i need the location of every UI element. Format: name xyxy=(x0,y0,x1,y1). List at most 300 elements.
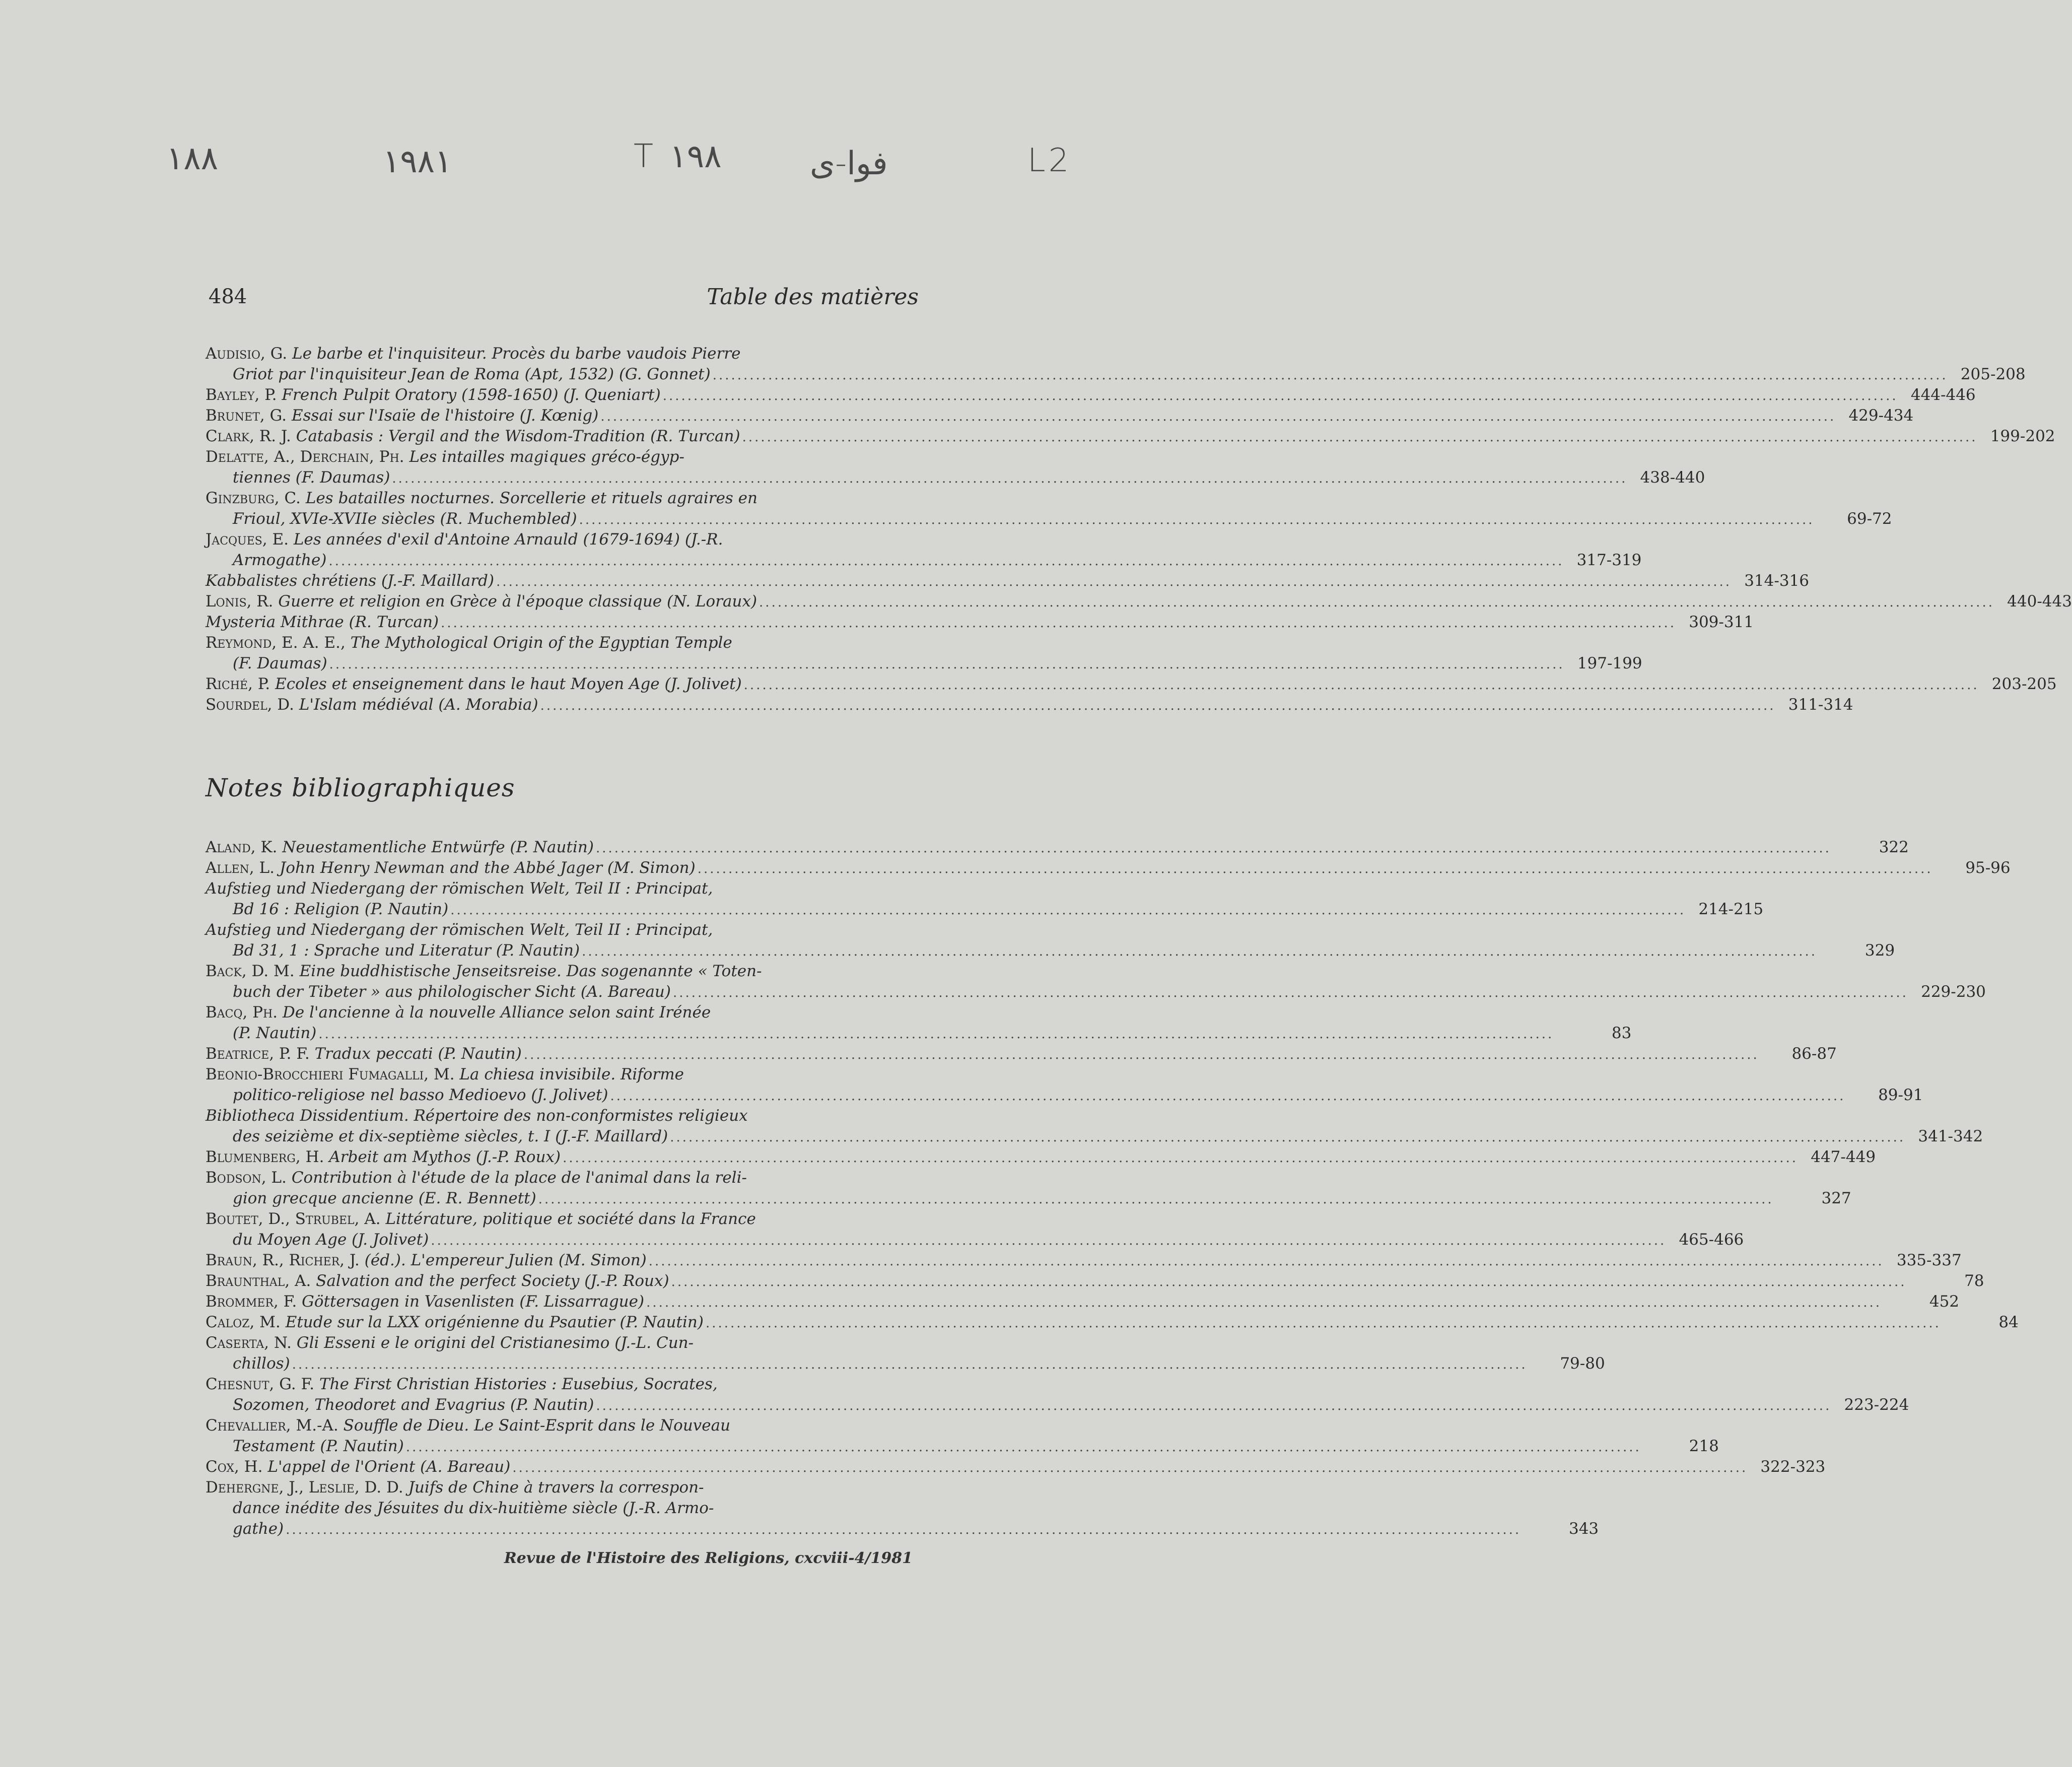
dot-leader: ........................................................................................................................................................................................................ xyxy=(405,1440,1641,1455)
entry-title: Frioul, XVIe-XVIIe siècles (R. Muchembled) xyxy=(233,510,577,528)
toc-entry xyxy=(205,1209,1744,1250)
entry-title: Guerre et religion en Grèce à l'époque classique (N. Loraux) xyxy=(278,592,757,610)
entry-line xyxy=(205,344,918,364)
entry-title: gion grecque ancienne (E. R. Bennett) xyxy=(233,1189,536,1207)
entry-text xyxy=(205,674,742,695)
entry-line xyxy=(205,1188,1851,1209)
entry-text xyxy=(205,1002,711,1023)
entry-title: Tradux peccati (P. Nautin) xyxy=(314,1045,522,1063)
entry-line xyxy=(205,1271,1984,1292)
entry-line xyxy=(205,837,1909,858)
dot-leader: ........................................................................................................................................................................................................ xyxy=(286,1522,1522,1537)
entry-line xyxy=(205,405,1914,426)
entry-text xyxy=(205,1271,669,1292)
entry-title: Catabasis : Vergil and the Wisdom-Tradition (R. Turcan) xyxy=(296,427,740,445)
entry-pages: 335-337 xyxy=(1896,1251,1962,1269)
page-number: 484 xyxy=(209,285,247,308)
entry-author: Allen, L. xyxy=(205,859,275,877)
entry-text xyxy=(233,364,711,385)
entry-author: Brommer, F. xyxy=(205,1293,297,1311)
entry-author: Blumenberg, H. xyxy=(205,1148,324,1166)
entry-author: Dehergne, J., Leslie, D. D. xyxy=(205,1478,403,1497)
toc-entry xyxy=(205,405,1914,426)
entry-author: Lonis, R. xyxy=(205,592,273,610)
dot-leader: ........................................................................................................................................................................................................ xyxy=(759,595,1994,610)
entry-author: Bacq, Ph. xyxy=(205,1003,278,1022)
entry-text xyxy=(233,1230,429,1250)
entry-text xyxy=(205,920,713,940)
entry-line xyxy=(205,1147,1876,1168)
entry-line xyxy=(205,1230,1744,1250)
dot-leader: ........................................................................................................................................................................................................ xyxy=(563,1150,1799,1166)
entry-text xyxy=(205,858,696,878)
entry-author: Audisio, G. xyxy=(205,345,288,363)
dot-leader: ........................................................................................................................................................................................................ xyxy=(318,1027,1554,1042)
entry-title: Bibliotheca Dissidentium. Répertoire des non-conformistes religieux xyxy=(205,1107,748,1125)
entry-text xyxy=(233,550,326,571)
dot-leader: ........................................................................................................................................................................................................ xyxy=(646,1295,1882,1310)
dot-leader: ........................................................................................................................................................................................................ xyxy=(600,409,1836,424)
toc-entry xyxy=(205,529,1642,571)
entry-line xyxy=(205,961,918,982)
toc-entry xyxy=(205,695,1853,715)
entry-author: Caloz, M. xyxy=(205,1313,281,1331)
entry-title: Contribution à l'étude de la place de l'animal dans la reli- xyxy=(291,1169,747,1187)
dot-leader: ........................................................................................................................................................................................................ xyxy=(450,903,1686,918)
entry-pages: 322-323 xyxy=(1760,1458,1826,1476)
entry-text xyxy=(233,1436,404,1457)
entry-pages: 69-72 xyxy=(1847,510,1892,528)
entry-author: Jacques, E. xyxy=(205,530,289,549)
entry-pages: 223-224 xyxy=(1844,1396,1909,1414)
dot-leader: ........................................................................................................................................................................................................ xyxy=(712,368,1948,383)
entry-author: Cox, H. xyxy=(205,1458,263,1476)
dot-leader: ........................................................................................................................................................................................................ xyxy=(672,985,1908,1000)
dot-leader: ........................................................................................................................................................................................................ xyxy=(596,1398,1832,1413)
toc-entry xyxy=(205,961,1986,1002)
entry-pages: 429-434 xyxy=(1848,406,1914,425)
entry-title: Juifs de Chine à travers la correspon- xyxy=(408,1478,704,1497)
dot-leader: ........................................................................................................................................................................................................ xyxy=(292,1357,1528,1372)
entry-line xyxy=(205,612,1754,633)
entry-line xyxy=(205,1002,918,1023)
entry-title: The Mythological Origin of the Egyptian Temple xyxy=(350,634,732,652)
toc-entry xyxy=(205,1415,1719,1457)
entry-line xyxy=(205,447,918,467)
toc-entry xyxy=(205,1457,1826,1477)
entry-title: Etude sur la LXX origénienne du Psautier (P. Nautin) xyxy=(285,1313,704,1331)
toc-entry xyxy=(205,1292,1960,1312)
entry-author: Bayley, P. xyxy=(205,386,277,404)
entry-title: Kabbalistes chrétiens (J.-F. Maillard) xyxy=(205,572,495,590)
entry-text xyxy=(205,961,762,982)
entry-author: Brunet, G. xyxy=(205,406,287,425)
entry-title: Bd 31, 1 : Sprache und Literatur (P. Nautin) xyxy=(233,941,580,960)
entry-text xyxy=(205,1374,718,1395)
dot-leader: ........................................................................................................................................................................................................ xyxy=(697,861,1933,876)
entry-pages: 341-342 xyxy=(1918,1127,1983,1145)
dot-leader: ........................................................................................................................................................................................................ xyxy=(705,1316,1941,1331)
entry-line xyxy=(205,529,918,550)
entry-title: Eine buddhistische Jenseitsreise. Das sogenannte « Toten- xyxy=(299,962,762,980)
dot-leader: ........................................................................................................................................................................................................ xyxy=(441,616,1677,631)
toc-entry xyxy=(205,1333,1605,1374)
handwritten-mark: ١٩٨١ xyxy=(383,143,452,180)
page-header xyxy=(209,282,919,317)
handwritten-mark: فوا-ی xyxy=(810,145,888,182)
entry-text xyxy=(205,1147,561,1168)
entry-title: Göttersagen in Vasenlisten (F. Lissarrague) xyxy=(302,1293,645,1311)
dot-leader: ........................................................................................................................................................................................................ xyxy=(329,657,1565,672)
entry-pages: 465-466 xyxy=(1679,1231,1744,1249)
entry-author: Braun, R., Richer, J. xyxy=(205,1251,360,1269)
entry-pages: 329 xyxy=(1864,941,1895,960)
entry-text xyxy=(205,426,740,447)
entry-line xyxy=(205,1106,918,1126)
section-heading: Notes bibliographiques xyxy=(205,773,515,802)
entry-pages: 199-202 xyxy=(1990,427,2055,445)
entry-title: L'appel de l'Orient (A. Bareau) xyxy=(267,1458,511,1476)
dot-leader: ........................................................................................................................................................................................................ xyxy=(431,1233,1667,1248)
entry-line xyxy=(205,509,1892,529)
entry-pages: 438-440 xyxy=(1640,468,1705,487)
entry-title: Arbeit am Mythos (J.-P. Roux) xyxy=(329,1148,561,1166)
entry-line xyxy=(205,1023,1632,1044)
toc-entry xyxy=(205,633,1642,674)
dot-leader: ........................................................................................................................................................................................................ xyxy=(662,388,1898,403)
entry-text xyxy=(205,633,732,653)
entry-text xyxy=(205,385,661,405)
entry-author: Ginzburg, C. xyxy=(205,489,301,507)
entry-text xyxy=(205,571,494,591)
entry-line xyxy=(205,550,1642,571)
journal-footer: Revue de l'Histoire des Religions, cxcviii-4/1981 xyxy=(504,1549,913,1567)
dot-leader: ........................................................................................................................................................................................................ xyxy=(610,1089,1846,1104)
entry-author: Reymond, E. A. E., xyxy=(205,634,346,652)
dot-leader: ........................................................................................................................................................................................................ xyxy=(648,1254,1884,1269)
entry-line xyxy=(205,385,1976,405)
entry-title: (P. Nautin) xyxy=(233,1024,317,1042)
entry-line xyxy=(205,1519,1599,1539)
entry-author: Caserta, N. xyxy=(205,1334,292,1352)
entry-text xyxy=(205,1250,647,1271)
entry-pages: 444-446 xyxy=(1910,386,1976,404)
entry-line xyxy=(205,1415,918,1436)
toc-entry xyxy=(205,1312,2019,1333)
entry-line xyxy=(205,1353,1605,1374)
entry-title: Les intailles magiques gréco-égyp- xyxy=(409,448,684,466)
dot-leader: ........................................................................................................................................................................................................ xyxy=(540,698,1776,713)
entry-author: Aland, K. xyxy=(205,838,278,856)
toc-entry xyxy=(205,1064,1923,1106)
entry-line xyxy=(205,591,2072,612)
entry-title: Mysteria Mithrae (R. Turcan) xyxy=(205,613,439,631)
entry-text xyxy=(233,653,327,674)
entry-title: Ecoles et enseignement dans le haut Moyen Age (J. Jolivet) xyxy=(275,675,742,693)
dot-leader: ........................................................................................................................................................................................................ xyxy=(392,471,1628,486)
entry-line xyxy=(205,1209,918,1230)
entry-text xyxy=(205,344,740,364)
handwritten-mark: L2 xyxy=(1027,142,1072,179)
entry-line xyxy=(205,858,2011,878)
entry-text xyxy=(205,695,538,715)
entry-pages: 86-87 xyxy=(1791,1045,1837,1063)
dot-leader: ........................................................................................................................................................................................................ xyxy=(538,1192,1774,1207)
entry-title: Neuestamentliche Entwürfe (P. Nautin) xyxy=(282,838,594,856)
dot-leader: ........................................................................................................................................................................................................ xyxy=(579,512,1815,527)
toc-entry xyxy=(205,1147,1876,1168)
entry-text xyxy=(233,1395,594,1415)
entry-title: La chiesa invisibile. Riforme xyxy=(459,1065,684,1083)
dot-leader: ........................................................................................................................................................................................................ xyxy=(512,1460,1748,1475)
entry-text xyxy=(233,509,577,529)
entry-author: Braunthal, A. xyxy=(205,1272,311,1290)
entry-line xyxy=(205,1126,1983,1147)
toc-entry xyxy=(205,920,1895,961)
entry-pages: 309-311 xyxy=(1689,613,1754,631)
toc-entry xyxy=(205,591,2072,612)
entry-line xyxy=(205,1374,918,1395)
entry-line xyxy=(205,695,1853,715)
entry-line xyxy=(205,488,918,509)
entry-text xyxy=(205,878,713,899)
dot-leader: ........................................................................................................................................................................................................ xyxy=(595,841,1831,856)
entry-pages: 218 xyxy=(1689,1437,1719,1455)
dot-leader: ........................................................................................................................................................................................................ xyxy=(523,1047,1759,1062)
toc-entry xyxy=(205,571,1810,591)
entry-text xyxy=(233,1188,536,1209)
entry-pages: 447-449 xyxy=(1811,1148,1876,1166)
toc-entry xyxy=(205,1044,1837,1064)
dot-leader: ........................................................................................................................................................................................................ xyxy=(496,574,1732,589)
entry-title: Les batailles nocturnes. Sorcellerie et rituels agraires en xyxy=(305,489,757,507)
entry-pages: 343 xyxy=(1568,1520,1599,1538)
entry-title: L'Islam médiéval (A. Morabia) xyxy=(299,696,538,714)
entry-pages: 214-215 xyxy=(1698,900,1764,918)
entry-author: Delatte, A., Derchain, Ph. xyxy=(205,448,404,466)
dot-leader: ........................................................................................................................................................................................................ xyxy=(582,944,1818,959)
entry-title: Aufstieg und Niedergang der römischen Welt, Teil II : Principat, xyxy=(205,921,713,939)
entry-pages: 452 xyxy=(1929,1293,1960,1311)
entry-pages: 317-319 xyxy=(1576,551,1642,569)
entry-text xyxy=(233,1023,316,1044)
entry-title: des seizième et dix-septième siècles, t. I (J.-F. Maillard) xyxy=(233,1127,668,1145)
reviews-list xyxy=(205,344,2072,715)
entry-title: buch der Tibeter » aus philologischer Sicht (A. Bareau) xyxy=(233,983,671,1001)
entry-line xyxy=(205,1312,2019,1333)
entry-title: De l'ancienne à la nouvelle Alliance selon saint Irénée xyxy=(283,1003,711,1022)
dot-leader: ........................................................................................................................................................................................................ xyxy=(742,430,1978,445)
entry-pages: 440-443 xyxy=(2007,592,2072,610)
entry-title: Littérature, politique et société dans la France xyxy=(385,1210,756,1228)
entry-text xyxy=(205,1168,747,1188)
entry-title: tiennes (F. Daumas) xyxy=(233,468,390,487)
entry-line xyxy=(205,364,2026,385)
entry-author: Beatrice, P. F. xyxy=(205,1045,310,1063)
toc-entry xyxy=(205,1250,1962,1271)
entry-author: Beonio-Brocchieri Fumagalli, M. xyxy=(205,1065,455,1083)
entry-title: politico-religiose nel basso Medioevo (J. Jolivet) xyxy=(233,1086,608,1104)
entry-text xyxy=(205,612,439,633)
entry-line xyxy=(205,1498,918,1519)
entry-title: John Henry Newman and the Abbé Jager (M. Simon) xyxy=(279,859,696,877)
entry-line xyxy=(205,1250,1962,1271)
toc-entry xyxy=(205,612,1754,633)
entry-author: Boutet, D., Strubel, A. xyxy=(205,1210,381,1228)
entry-line xyxy=(205,1436,1719,1457)
entry-pages: 327 xyxy=(1821,1189,1851,1207)
notes-list xyxy=(205,837,2019,1539)
entry-line xyxy=(205,940,1895,961)
entry-pages: 197-199 xyxy=(1577,654,1642,672)
entry-pages: 84 xyxy=(1998,1313,2019,1331)
entry-line xyxy=(205,1168,918,1188)
entry-author: Sourdel, D. xyxy=(205,696,294,714)
entry-title: Testament (P. Nautin) xyxy=(233,1437,404,1455)
toc-entry xyxy=(205,488,1892,529)
entry-line xyxy=(205,1395,1909,1415)
entry-text xyxy=(233,899,448,920)
entry-text xyxy=(233,982,671,1002)
entry-title: Bd 16 : Religion (P. Nautin) xyxy=(233,900,449,918)
entry-text xyxy=(205,488,757,509)
entry-line xyxy=(205,653,1642,674)
toc-entry xyxy=(205,426,2055,447)
entry-line xyxy=(205,878,918,899)
entry-text xyxy=(205,1209,756,1230)
entry-title: chillos) xyxy=(233,1354,290,1373)
entry-pages: 79-80 xyxy=(1560,1354,1605,1373)
entry-text xyxy=(233,467,390,488)
entry-text xyxy=(205,591,757,612)
entry-line xyxy=(205,467,1705,488)
entry-line xyxy=(205,899,1764,920)
entry-title: dance inédite des Jésuites du dix-huitième siècle (J.-R. Armo- xyxy=(233,1499,714,1517)
toc-entry xyxy=(205,1271,1984,1292)
entry-title: Les années d'exil d'Antoine Arnauld (1679-1694) (J.-R. xyxy=(293,530,723,549)
dot-leader: ........................................................................................................................................................................................................ xyxy=(670,1130,1906,1145)
entry-title: Armogathe) xyxy=(233,551,327,569)
handwritten-mark: ١٨٨ xyxy=(166,140,219,177)
entry-line xyxy=(205,571,1810,591)
entry-title: The First Christian Histories : Eusebius, Socrates, xyxy=(319,1375,718,1393)
entry-title: Souffle de Dieu. Le Saint-Esprit dans le Nouveau xyxy=(343,1416,731,1435)
entry-author: Chevallier, M.-A. xyxy=(205,1416,338,1435)
toc-entry xyxy=(205,385,1976,405)
entry-author: Chesnut, G. F. xyxy=(205,1375,315,1393)
entry-title: Griot par l'inquisiteur Jean de Roma (Apt, 1532) (G. Gonnet) xyxy=(233,365,711,383)
entry-pages: 229-230 xyxy=(1921,983,1986,1001)
entry-text xyxy=(205,405,598,426)
toc-entry xyxy=(205,1002,1632,1044)
entry-line xyxy=(205,426,2055,447)
entry-line xyxy=(205,1333,918,1353)
entry-pages: 322 xyxy=(1879,838,1909,856)
entry-text xyxy=(205,1477,704,1498)
entry-title: Gli Esseni e le origini del Cristianesimo (J.-L. Cun- xyxy=(296,1334,694,1352)
entry-title: Le barbe et l'inquisiteur. Procès du barbe vaudois Pierre xyxy=(292,345,741,363)
entry-title: gathe) xyxy=(233,1520,284,1538)
entry-text xyxy=(205,529,723,550)
entry-line xyxy=(205,1044,1837,1064)
entry-text xyxy=(205,447,684,467)
entry-title: Essai sur l'Isaïe de l'histoire (J. Kœnig) xyxy=(291,406,599,425)
entry-text xyxy=(233,1126,668,1147)
running-title: Table des matières xyxy=(707,284,919,310)
entry-text xyxy=(205,1312,704,1333)
entry-title: French Pulpit Oratory (1598-1650) (J. Queniart) xyxy=(282,386,661,404)
entry-text xyxy=(205,1064,684,1085)
entry-pages: 95-96 xyxy=(1965,859,2011,877)
entry-title: du Moyen Age (J. Jolivet) xyxy=(233,1231,429,1249)
entry-title: Sozomen, Theodoret and Evagrius (P. Nautin) xyxy=(233,1396,594,1414)
entry-title: (F. Daumas) xyxy=(233,654,327,672)
entry-author: Back, D. M. xyxy=(205,962,295,980)
entry-text xyxy=(233,1498,714,1519)
entry-author: Bodson, L. xyxy=(205,1169,287,1187)
entry-pages: 78 xyxy=(1964,1272,1984,1290)
entry-text xyxy=(205,1106,748,1126)
entry-line xyxy=(205,920,918,940)
toc-entry xyxy=(205,674,2057,695)
entry-title: Aufstieg und Niedergang der römischen Welt, Teil II : Principat, xyxy=(205,879,713,898)
toc-entry xyxy=(205,1168,1851,1209)
entry-text xyxy=(233,940,580,961)
dot-leader: ........................................................................................................................................................................................................ xyxy=(328,554,1564,569)
toc-entry xyxy=(205,447,1705,488)
entry-line xyxy=(205,1085,1923,1106)
toc-entry xyxy=(205,858,2011,878)
entry-pages: 203-205 xyxy=(1991,675,2057,693)
toc-entry xyxy=(205,878,1764,920)
handwritten-mark: T ١٩٨ xyxy=(634,138,722,175)
entry-author: Clark, R. J. xyxy=(205,427,291,445)
toc-entry xyxy=(205,1374,1909,1415)
toc-entry xyxy=(205,837,1909,858)
entry-text xyxy=(205,1292,644,1312)
dot-leader: ........................................................................................................................................................................................................ xyxy=(671,1274,1907,1289)
entry-text xyxy=(205,837,594,858)
entry-line xyxy=(205,633,918,653)
toc-entry xyxy=(205,344,2026,385)
entry-text xyxy=(233,1353,290,1374)
entry-line xyxy=(205,982,1986,1002)
toc-entry xyxy=(205,1477,1599,1539)
dot-leader: ........................................................................................................................................................................................................ xyxy=(743,677,1979,693)
entry-pages: 205-208 xyxy=(1960,365,2026,383)
entry-author: Riché, P. xyxy=(205,675,270,693)
entry-line xyxy=(205,1477,918,1498)
entry-text xyxy=(205,1457,510,1477)
entry-pages: 311-314 xyxy=(1788,696,1853,714)
entry-title: (éd.). L'empereur Julien (M. Simon) xyxy=(364,1251,647,1269)
entry-title: Salvation and the perfect Society (J.-P. Roux) xyxy=(316,1272,669,1290)
entry-pages: 314-316 xyxy=(1744,572,1810,590)
entry-line xyxy=(205,1292,1960,1312)
entry-text xyxy=(205,1333,694,1353)
toc-entry xyxy=(205,1106,1983,1147)
entry-text xyxy=(205,1415,730,1436)
entry-line xyxy=(205,1064,918,1085)
entry-text xyxy=(233,1085,608,1106)
entry-text xyxy=(205,1044,522,1064)
entry-pages: 83 xyxy=(1611,1024,1632,1042)
entry-line xyxy=(205,1457,1826,1477)
entry-pages: 89-91 xyxy=(1878,1086,1923,1104)
entry-line xyxy=(205,674,2057,695)
entry-text xyxy=(233,1519,284,1539)
handwritten-annotations xyxy=(0,135,1159,185)
